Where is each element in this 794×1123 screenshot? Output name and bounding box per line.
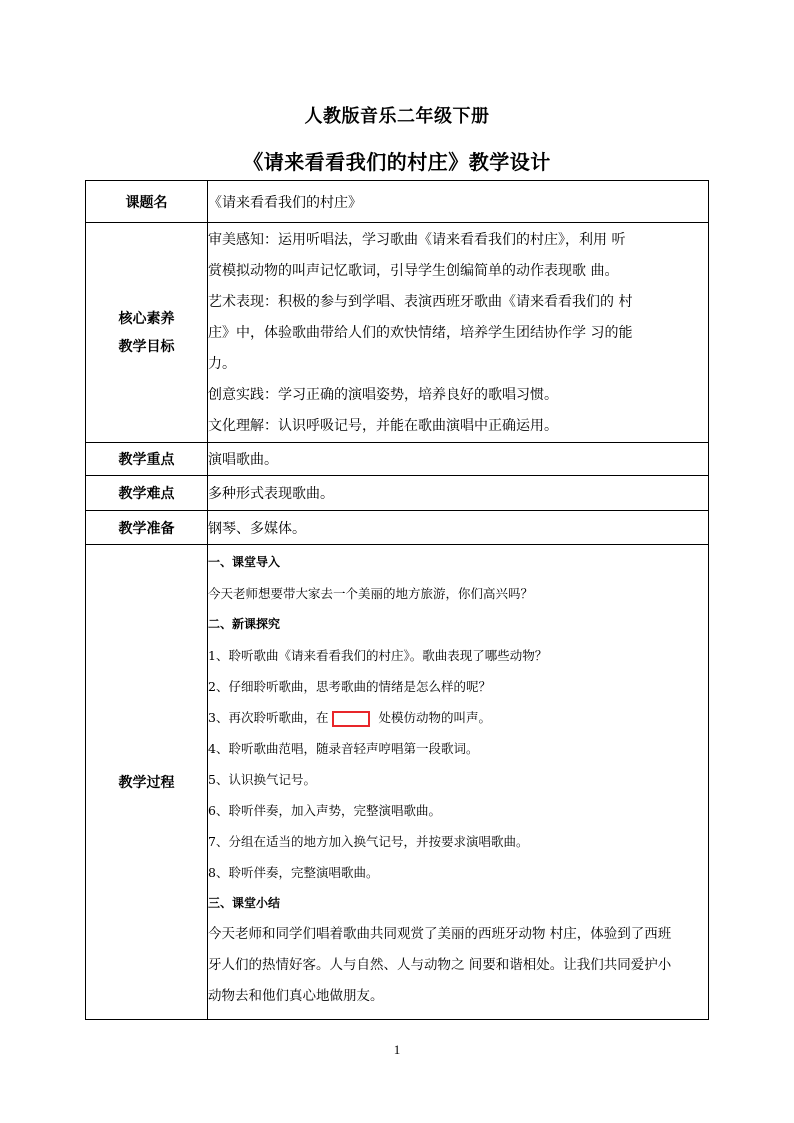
lesson-plan-table — [85, 180, 709, 1020]
goal-line: 文化理解：认识呼吸记号，并能在歌曲演唱中正确运用。 — [208, 418, 558, 434]
table-row-difficulty — [86, 476, 709, 511]
goals-label-line2: 教学目标 — [118, 338, 175, 355]
document-subtitle: 《请来看看我们的村庄》教学设计 — [243, 150, 551, 174]
section-heading: 一、课堂导入 — [208, 555, 281, 569]
process-step: 8、聆听伴奏，完整演唱歌曲。 — [208, 865, 379, 880]
key-point-value: 演唱歌曲。 — [208, 443, 709, 476]
goal-line: 艺术表现：积极的参与到学唱、表演西班牙歌曲《请来看看我们的 村 — [208, 294, 633, 310]
page-number: 1 — [393, 1042, 401, 1057]
process-step: 5、认识换气记号。 — [208, 772, 316, 787]
process-step — [208, 702, 708, 733]
process-content — [208, 545, 709, 1020]
preparation-label: 教学准备 — [86, 511, 208, 545]
goal-line: 赏模拟动物的叫声记忆歌词，引导学生创编简单的动作表现歌 曲。 — [208, 263, 619, 279]
goals-label-line1: 核心素养 — [118, 310, 175, 327]
table-row-goals — [86, 223, 709, 443]
summary-line: 动物去和他们真心地做朋友。 — [208, 988, 384, 1004]
section-heading: 三、课堂小结 — [208, 896, 281, 910]
process-label: 教学过程 — [86, 545, 208, 1020]
section-heading: 二、新课探究 — [208, 617, 281, 631]
document-title: 人教版音乐二年级下册 — [304, 106, 490, 127]
process-step: 4、聆听歌曲范唱，随录音轻声哼唱第一段歌词。 — [208, 741, 479, 756]
table-row-topic — [86, 181, 709, 223]
process-line: 今天老师想要带大家去一个美丽的地方旅游，你们高兴吗？ — [208, 586, 534, 601]
goal-line: 庄》中，体验歌曲带给人们的欢快情绪，培养学生团结协作学 习的能 — [208, 325, 633, 341]
goal-line: 创意实践：学习正确的演唱姿势，培养良好的歌唱习惯。 — [208, 387, 558, 403]
table-row-process — [86, 545, 709, 1020]
goals-label — [86, 223, 208, 443]
key-point-label: 教学重点 — [86, 443, 208, 476]
topic-value: 《请来看看我们的村庄》 — [208, 181, 709, 223]
goals-content — [208, 223, 709, 443]
goal-line: 审美感知：运用听唱法，学习歌曲《请来看看我们的村庄》，利用 听 — [208, 232, 626, 248]
table-row-key-point — [86, 443, 709, 476]
table-row-preparation — [86, 511, 709, 545]
summary-line: 牙人们的热情好客。人与自然、人与动物之 间要和谐相处。让我们共同爱护小 — [208, 957, 672, 973]
process-step: 1、聆听歌曲《请来看看我们的村庄》。歌曲表现了哪些动物？ — [208, 648, 548, 663]
process-step: 2、仔细聆听歌曲，思考歌曲的情绪是怎么样的呢？ — [208, 679, 491, 694]
process-step: 6、聆听伴奏，加入声势，完整演唱歌曲。 — [208, 803, 441, 818]
topic-label: 课题名 — [86, 181, 208, 223]
goal-line: 力。 — [208, 356, 236, 372]
difficulty-label: 教学难点 — [86, 476, 208, 511]
summary-line: 今天老师和同学们唱着歌曲共同观赏了美丽的西班牙动物 村庄，体验到了西班 — [208, 926, 672, 942]
difficulty-value: 多种形式表现歌曲。 — [208, 476, 709, 511]
process-step: 7、分组在适当的地方加入换气记号，并按要求演唱歌曲。 — [208, 834, 529, 849]
step3-text-before: 3、再次聆听歌曲，在 — [208, 710, 329, 725]
step3-text-after: 处模仿动物的叫声。 — [378, 710, 491, 725]
preparation-value: 钢琴、多媒体。 — [208, 511, 709, 545]
red-placeholder-box — [332, 711, 370, 727]
